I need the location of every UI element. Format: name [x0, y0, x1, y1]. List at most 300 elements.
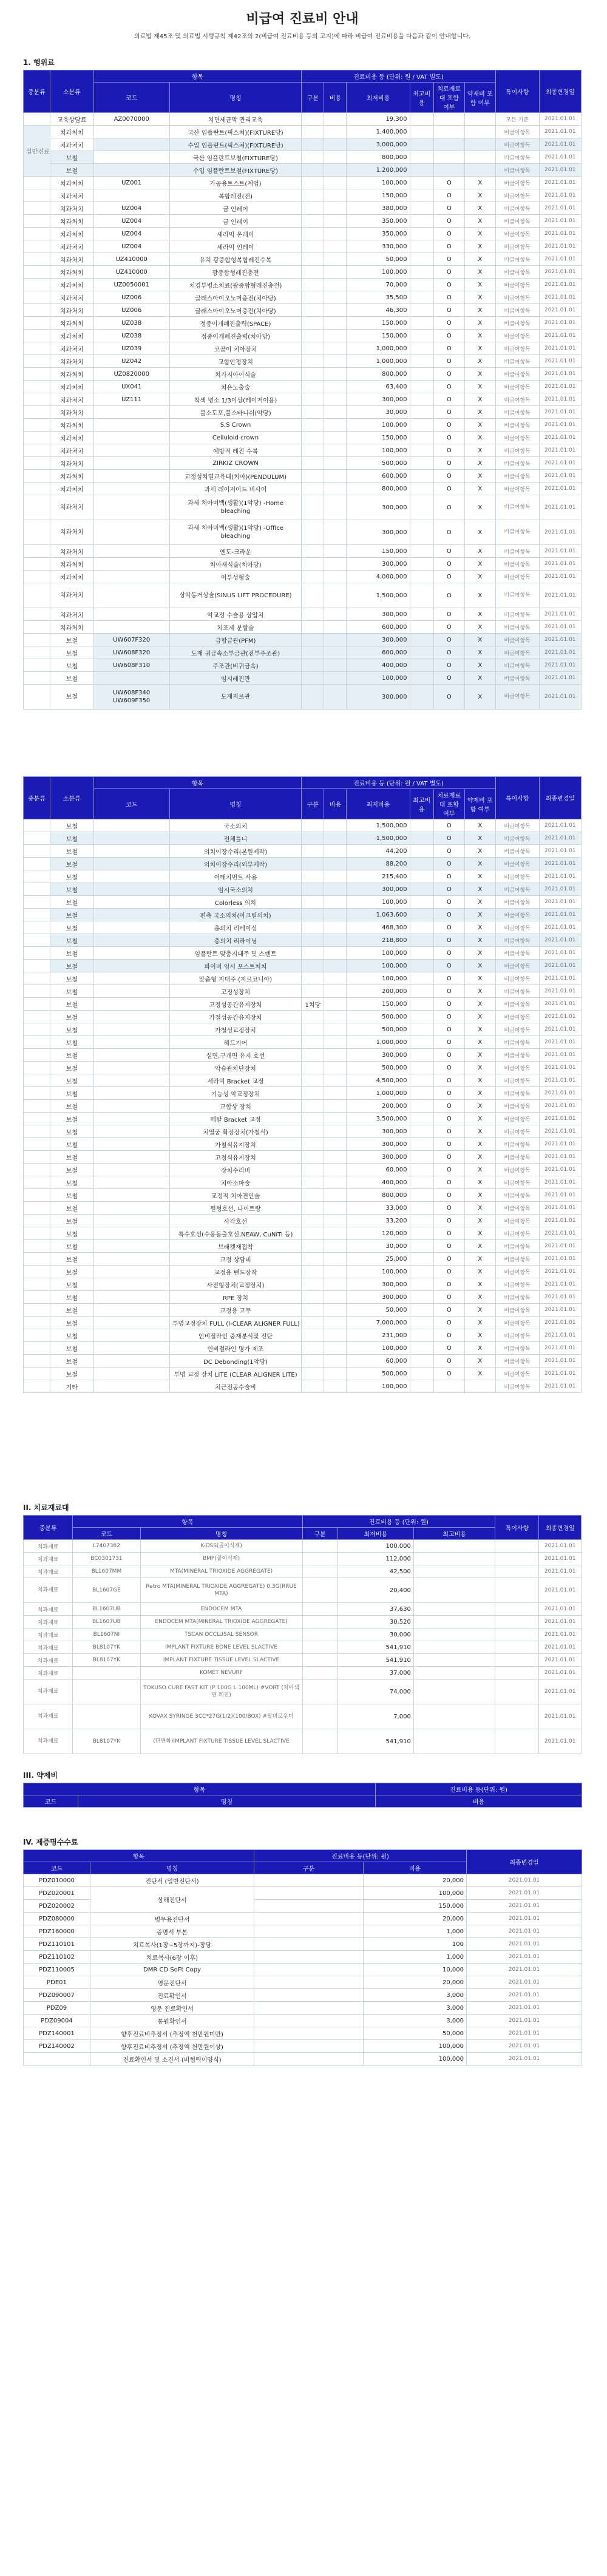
drug-included-cell: X: [464, 896, 495, 909]
kubun-cell: [254, 1951, 364, 1964]
name-cell: TOKUSO CURE FAST KIT (P 100G L 100ML) #VORT (치아색면 레진): [140, 1679, 302, 1704]
material-included-cell: O: [433, 1151, 464, 1164]
min-cost-cell: 231,000: [347, 1329, 410, 1342]
name-cell: 가공용트스트(계엄): [169, 177, 302, 189]
code-cell: [93, 608, 169, 621]
code-cell: [93, 934, 169, 947]
th-item: 항목: [93, 777, 302, 789]
code-cell: [93, 1368, 169, 1380]
name-cell: 향후진료비추정서 (추정액 천만원미만): [90, 2027, 254, 2040]
updated-date-cell: 2021.01.01: [539, 1304, 582, 1317]
special-note-cell: 비급여항목: [495, 520, 539, 545]
cost-cell: 20,000: [364, 1874, 467, 1887]
min-cost-cell: 300,000: [347, 1151, 410, 1164]
kubun-cell: [302, 253, 324, 266]
subcategory-cell: 치과처치: [50, 355, 93, 368]
material-included-cell: O: [433, 381, 464, 393]
bigo-cell: [324, 406, 347, 419]
fee-row: [24, 1189, 582, 1202]
code-cell: UZ111: [93, 393, 169, 406]
drug-included-cell: X: [464, 545, 495, 558]
name-cell: 의치이장수리(외부제작): [169, 858, 302, 870]
section1-heading: 1. 행위료: [23, 58, 55, 67]
material-included-cell: O: [433, 1240, 464, 1253]
code-cell: [93, 972, 169, 985]
drug-included-cell: X: [464, 621, 495, 634]
min-cost-cell: 400,000: [347, 659, 410, 672]
name-cell: 과세 레이저이드 비사어: [169, 483, 302, 495]
special-note-cell: [495, 1629, 539, 1641]
material-included-cell: O: [433, 253, 464, 266]
kubun-cell: [302, 1113, 324, 1125]
min-cost-cell: 500,000: [347, 1062, 410, 1074]
min-cost-cell: 1,400,000: [347, 126, 410, 138]
kubun-cell: [302, 126, 324, 138]
code-cell: UW607F320: [93, 634, 169, 646]
drug-included-cell: X: [464, 921, 495, 934]
category-cell: 치과재료: [24, 1629, 73, 1641]
category-cell: [24, 1317, 50, 1329]
fee-row: [24, 558, 582, 571]
min-cost-cell: 100,000: [347, 960, 410, 972]
kubun-cell: [302, 883, 324, 896]
kubun-cell: [302, 419, 324, 432]
special-note-cell: 비급여항목: [495, 1151, 539, 1164]
special-note-cell: 비급여항목: [495, 832, 539, 845]
drug-included-cell: X: [464, 189, 495, 202]
bigo-cell: [324, 1087, 347, 1100]
name-cell: 임시국소의치: [169, 883, 302, 896]
category-cell: [24, 545, 50, 558]
category-cell: [24, 621, 50, 634]
special-note-cell: [495, 1704, 539, 1729]
kubun-cell: [302, 1368, 324, 1380]
fee-row: [24, 1329, 582, 1342]
material-included-cell: O: [433, 1074, 464, 1087]
bigo-cell: [324, 571, 347, 583]
name-cell: 글래스아이오노머충전(치아당): [169, 291, 302, 304]
name-cell: K-DSS(골이식재): [140, 1540, 302, 1553]
page-title: 비급여 진료비 안내: [246, 12, 359, 27]
fee-row: [24, 1138, 582, 1151]
updated-date-cell: 2021.01.01: [539, 330, 582, 342]
th-cost: 비용: [364, 1862, 467, 1874]
updated-date-cell: 2021.01.01: [467, 1951, 582, 1964]
name-cell: 글래스아이오노머충전(치아당): [169, 304, 302, 317]
special-note-cell: 비급여항목: [495, 947, 539, 960]
category-cell: [24, 1227, 50, 1240]
min-cost-cell: 350,000: [347, 228, 410, 240]
updated-date-cell: 2021.01.01: [539, 960, 582, 972]
material-included-cell: O: [433, 1368, 464, 1380]
special-note-cell: 비급여항목: [495, 571, 539, 583]
max-cost-cell: [410, 1011, 433, 1023]
drug-included-cell: X: [464, 1100, 495, 1113]
updated-date-cell: 2021.01.01: [539, 1151, 582, 1164]
category-cell: [24, 368, 50, 381]
material-included-cell: O: [433, 558, 464, 571]
code-cell: PDZ160000: [24, 1925, 90, 1938]
drug-included-cell: [464, 138, 495, 151]
code-cell: [93, 138, 169, 151]
max-cost-cell: [410, 470, 433, 483]
max-cost-cell: [410, 883, 433, 896]
updated-date-cell: 2021.01.01: [539, 1629, 582, 1641]
category-cell: [24, 985, 50, 998]
code-cell: [93, 947, 169, 960]
material-included-cell: O: [433, 583, 464, 608]
name-cell: BMP(골이식재): [140, 1553, 302, 1565]
max-cost-cell: [413, 1629, 495, 1641]
fee-row: [24, 1342, 582, 1355]
max-cost-cell: [410, 608, 433, 621]
material-included-cell: O: [433, 419, 464, 432]
fee-row: [24, 985, 582, 998]
fee-row: [24, 1023, 582, 1036]
name-cell: 도재 귀금속소부금관(전부주조관): [169, 646, 302, 659]
special-note-cell: 비급여항목: [495, 1342, 539, 1355]
code-cell: UZ038: [93, 330, 169, 342]
fee-row: [24, 545, 582, 558]
name-cell: 병무용진단서: [90, 1913, 254, 1925]
material-included-cell: O: [433, 947, 464, 960]
cost-cell: 100,000: [364, 1887, 467, 1900]
name-cell: 브래켓재접착: [169, 1240, 302, 1253]
th-special: 특이사항: [495, 777, 539, 819]
code-cell: [93, 1329, 169, 1342]
special-note-cell: 비급여항목: [495, 1368, 539, 1380]
max-cost-cell: [410, 1036, 433, 1049]
code-cell: [93, 1151, 169, 1164]
kubun-cell: [302, 177, 324, 189]
special-note-cell: 비급여항목: [495, 381, 539, 393]
fee-row: [24, 1253, 582, 1266]
fee-table-2: [23, 776, 582, 1393]
code-cell: [93, 1189, 169, 1202]
max-cost-cell: [410, 1202, 433, 1215]
updated-date-cell: 2021.01.01: [539, 985, 582, 998]
fee-row: [24, 279, 582, 291]
special-note-cell: 비급여항목: [495, 483, 539, 495]
subcategory-cell: 보철: [50, 1304, 93, 1317]
min-cost-cell: 200,000: [347, 1100, 410, 1113]
name-cell: 기능성 악교정장치: [169, 1087, 302, 1100]
subcategory-cell: 보철: [50, 845, 93, 858]
certificate-row: [24, 2053, 582, 2066]
special-note-cell: 비급여항목: [495, 998, 539, 1011]
name-cell: 진료확인서: [90, 1989, 254, 2002]
drug-included-cell: X: [464, 1291, 495, 1304]
name-cell: 국산 임플란트(픽스쳐)(FIXTURE당): [169, 126, 302, 138]
category-cell: 치과재료: [24, 1603, 73, 1616]
name-cell: 불소도포,불소바니쉬(악당): [169, 406, 302, 419]
code-cell: [93, 1253, 169, 1266]
bigo-cell: [324, 355, 347, 368]
drug-included-cell: X: [464, 870, 495, 883]
fee-row: [24, 1368, 582, 1380]
drug-included-cell: X: [464, 558, 495, 571]
updated-date-cell: 2021.01.01: [539, 1679, 582, 1704]
kubun-cell: [302, 1062, 324, 1074]
code-cell: [73, 1679, 140, 1704]
min-cost-cell: 4,000,000: [347, 571, 410, 583]
material-included-cell: O: [433, 266, 464, 279]
material-included-cell: O: [433, 672, 464, 685]
bigo-cell: [324, 1100, 347, 1113]
name-cell: RPE 장치: [169, 1291, 302, 1304]
category-cell: [24, 1087, 50, 1100]
special-note-cell: 비급여항목: [495, 1074, 539, 1087]
code-cell: [93, 845, 169, 858]
name-cell: 국산 임플란트보철(FIXTURE당): [169, 151, 302, 164]
subcategory-cell: 보철: [50, 832, 93, 845]
code-cell: UZ042: [93, 355, 169, 368]
code-cell: [93, 832, 169, 845]
bigo-cell: [324, 520, 347, 545]
bigo-cell: [324, 583, 347, 608]
category-cell: [24, 608, 50, 621]
subcategory-cell: 보철: [50, 1291, 93, 1304]
drug-included-cell: X: [464, 1227, 495, 1240]
drug-included-cell: X: [464, 317, 495, 330]
code-cell: UZ039: [93, 342, 169, 355]
kubun-cell: [302, 113, 324, 126]
th-item: 항목: [24, 1850, 254, 1862]
certificate-table: [23, 1849, 582, 2066]
name-cell: S.S Crown: [169, 419, 302, 432]
min-cost-cell: 100,000: [347, 1266, 410, 1278]
material-included-cell: O: [433, 972, 464, 985]
category-cell: [24, 470, 50, 483]
subcategory-cell: 보철: [50, 896, 93, 909]
material-included-cell: O: [433, 1253, 464, 1266]
special-note-cell: 비급여항목: [495, 934, 539, 947]
kubun-cell: [302, 1049, 324, 1062]
code-cell: [93, 921, 169, 934]
name-cell: 진단서 (일반진단서): [90, 1874, 254, 1887]
min-cost-cell: 33,200: [347, 1215, 410, 1227]
bigo-cell: [324, 870, 347, 883]
subcategory-cell: 치과처치: [50, 545, 93, 558]
material-included-cell: O: [433, 1011, 464, 1023]
special-note-cell: [495, 1679, 539, 1704]
max-cost-cell: [410, 393, 433, 406]
th-price-group: 진료비용 등(단위: 원): [254, 1850, 467, 1862]
max-cost-cell: [410, 947, 433, 960]
code-cell: [93, 1023, 169, 1036]
min-cost-cell: 300,000: [347, 1291, 410, 1304]
bigo-cell: [324, 240, 347, 253]
min-cost-cell: 150,000: [347, 330, 410, 342]
name-cell: 치열궁 확장장치(가철식): [169, 1125, 302, 1138]
code-cell: [93, 1278, 169, 1291]
category-cell: [24, 1368, 50, 1380]
updated-date-cell: 2021.01.01: [539, 266, 582, 279]
max-cost-cell: [413, 1540, 495, 1553]
drug-included-cell: X: [464, 1215, 495, 1227]
drug-included-cell: X: [464, 202, 495, 215]
code-cell: UZ004: [93, 228, 169, 240]
min-cost-cell: 37,630: [337, 1603, 413, 1616]
drug-included-cell: X: [464, 444, 495, 457]
subcategory-cell: 보철: [50, 151, 93, 164]
code-cell: [93, 1087, 169, 1100]
kubun-cell: [302, 659, 324, 672]
th-updated: 최종변경일: [539, 1516, 582, 1540]
th-price-group: 진료비용 등 (단위: 원 / VAT 별도): [302, 777, 495, 789]
updated-date-cell: 2021.01.01: [539, 215, 582, 228]
max-cost-cell: [410, 189, 433, 202]
drug-included-cell: X: [464, 228, 495, 240]
kubun-cell: 1치당: [302, 998, 324, 1011]
subcategory-cell: 보철: [50, 672, 93, 685]
bigo-cell: [324, 1240, 347, 1253]
min-cost-cell: 7,000: [337, 1704, 413, 1729]
th-min: 최저비용: [347, 789, 410, 819]
updated-date-cell: 2021.01.01: [539, 406, 582, 419]
bigo-cell: [324, 621, 347, 634]
min-cost-cell: 800,000: [347, 483, 410, 495]
subcategory-cell: 보철: [50, 1189, 93, 1202]
kubun-cell: [302, 960, 324, 972]
category-cell: [24, 583, 50, 608]
cost-cell: 3,000: [364, 2015, 467, 2027]
min-cost-cell: 70,000: [347, 279, 410, 291]
updated-date-cell: 2021.01.01: [539, 909, 582, 921]
drug-included-cell: X: [464, 883, 495, 896]
subcategory-cell: 보철: [50, 1164, 93, 1176]
kubun-cell: [254, 2015, 364, 2027]
subcategory-cell: 치과처치: [50, 291, 93, 304]
updated-date-cell: 2021.01.01: [539, 947, 582, 960]
th-drug: 약제비 포함 여부: [464, 83, 495, 113]
min-cost-cell: 150,000: [347, 998, 410, 1011]
code-cell: [93, 1342, 169, 1355]
drug-included-cell: X: [464, 470, 495, 483]
certificate-row: [24, 2015, 582, 2027]
fee-row: [24, 858, 582, 870]
code-cell: PDZ020002: [24, 1900, 90, 1913]
drug-included-cell: X: [464, 1355, 495, 1368]
bigo-cell: [324, 151, 347, 164]
fee-row: [24, 685, 582, 710]
code-cell: [93, 1317, 169, 1329]
name-cell: 국소의치: [169, 819, 302, 832]
min-cost-cell: 600,000: [347, 621, 410, 634]
drug-included-cell: X: [464, 457, 495, 470]
th-max: 최고비용: [410, 83, 433, 113]
drug-included-cell: X: [464, 909, 495, 921]
bigo-cell: [324, 1113, 347, 1125]
name-cell: (단면화)IMPLANT FIXTURE TISSUE LEVEL SLACTIVE: [140, 1729, 302, 1754]
subcategory-cell: 치과처치: [50, 520, 93, 545]
th-min: 최저비용: [347, 83, 410, 113]
special-note-cell: 비급여항목: [495, 545, 539, 558]
min-cost-cell: 400,000: [347, 1176, 410, 1189]
subcategory-cell: 보철: [50, 909, 93, 921]
code-cell: [93, 419, 169, 432]
subcategory-cell: 치과처치: [50, 202, 93, 215]
kubun-cell: [254, 1964, 364, 1976]
category-cell: [24, 304, 50, 317]
max-cost-cell: [410, 483, 433, 495]
bigo-cell: [324, 1023, 347, 1036]
fee-row: [24, 1380, 582, 1393]
cost-cell: 100: [364, 1938, 467, 1951]
subcategory-cell: 치과처치: [50, 368, 93, 381]
category-cell: [24, 685, 50, 710]
name-cell: 어태치먼트 사용: [169, 870, 302, 883]
name-cell: 진료확인서 및 소견서 (비협력이양식): [90, 2053, 254, 2066]
category-cell: 일반진료: [24, 126, 50, 177]
updated-date-cell: 2021.01.01: [539, 1227, 582, 1240]
min-cost-cell: 3,500,000: [347, 1113, 410, 1125]
drug-included-cell: X: [464, 1202, 495, 1215]
category-cell: 치과재료: [24, 1578, 73, 1603]
material-included-cell: O: [433, 317, 464, 330]
fee-row: [24, 138, 582, 151]
fee-row: [24, 646, 582, 659]
special-note-cell: 비급여항목: [495, 444, 539, 457]
max-cost-cell: [410, 583, 433, 608]
max-cost-cell: [413, 1553, 495, 1565]
subcategory-cell: 치과처치: [50, 138, 93, 151]
kubun-cell: [302, 947, 324, 960]
code-cell: [93, 909, 169, 921]
cost-cell: 20,000: [364, 1976, 467, 1989]
category-cell: [24, 634, 50, 646]
category-cell: [24, 1189, 50, 1202]
special-note-cell: 비급여항목: [495, 317, 539, 330]
bigo-cell: [324, 317, 347, 330]
th-kubun: 구분: [254, 1862, 364, 1874]
material-included-cell: O: [433, 858, 464, 870]
updated-date-cell: 2021.01.01: [539, 1253, 582, 1266]
min-cost-cell: 3,000,000: [347, 138, 410, 151]
special-note-cell: 비급여항목: [495, 685, 539, 710]
kubun-cell: [254, 1874, 364, 1887]
special-note-cell: 모든 기준: [495, 113, 539, 126]
max-cost-cell: [413, 1578, 495, 1603]
code-cell: [93, 1240, 169, 1253]
updated-date-cell: 2021.01.01: [539, 1540, 582, 1553]
min-cost-cell: 25,000: [347, 1253, 410, 1266]
updated-date-cell: 2021.01.01: [539, 1023, 582, 1036]
subcategory-cell: 보철: [50, 1329, 93, 1342]
fee-row: [24, 177, 582, 189]
material-included-cell: O: [433, 1304, 464, 1317]
name-cell: 가철성교정장치: [169, 1023, 302, 1036]
bigo-cell: [324, 483, 347, 495]
material-included-cell: O: [433, 909, 464, 921]
kubun-cell: [302, 1278, 324, 1291]
updated-date-cell: 2021.01.01: [539, 1355, 582, 1368]
fee-row: [24, 659, 582, 672]
updated-date-cell: 2021.01.01: [539, 151, 582, 164]
subcategory-cell: 치과처치: [50, 406, 93, 419]
bigo-cell: [324, 189, 347, 202]
fee-row: [24, 1202, 582, 1215]
category-cell: [24, 1011, 50, 1023]
th-item: 항목: [93, 70, 302, 83]
special-note-cell: 비급여항목: [495, 1125, 539, 1138]
category-cell: [24, 646, 50, 659]
max-cost-cell: [410, 571, 433, 583]
subcategory-cell: 치과처치: [50, 126, 93, 138]
th-name: 명칭: [90, 1862, 254, 1874]
category-cell: [24, 1329, 50, 1342]
material-included-cell: O: [433, 368, 464, 381]
